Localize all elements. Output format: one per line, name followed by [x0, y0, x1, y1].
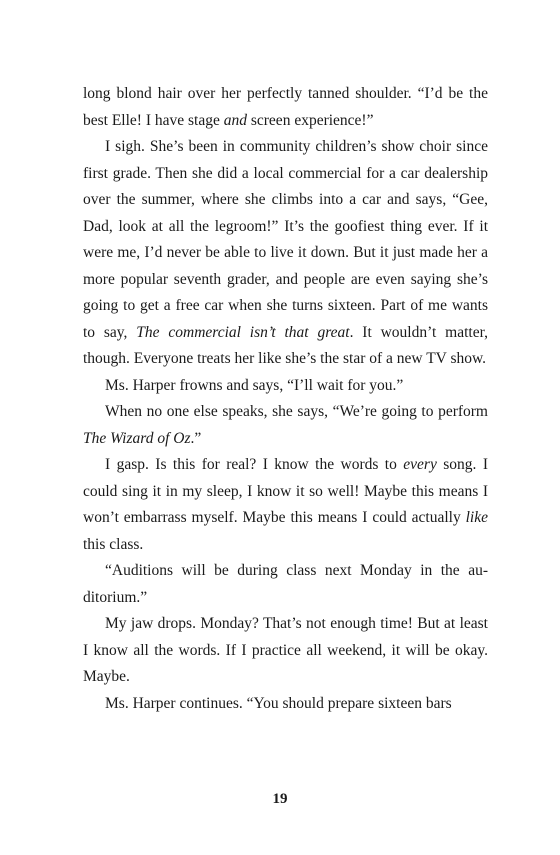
- text-segment: “Auditions will be during class next Monday in the auditorium.”: [83, 562, 488, 606]
- text-segment: screen experience!”: [246, 111, 374, 129]
- paragraph: [83, 81, 488, 134]
- paragraph: [83, 399, 488, 452]
- paragraph: [83, 373, 488, 400]
- italic-text: The Wizard of Oz: [83, 429, 191, 447]
- text-segment: I gasp. Is this for real? I know the words to: [105, 456, 404, 473]
- italic-text: and: [223, 111, 247, 129]
- body-text: [83, 81, 488, 717]
- text-segment: . It wouldn’t matter, though. Everyone treats her like she’s the star of a new TV show.: [83, 323, 488, 367]
- italic-text: The commercial isn’t that great: [136, 323, 350, 341]
- paragraph: [83, 452, 488, 558]
- text-segment: When no one else speaks, she says, “We’re going to perform: [105, 403, 488, 420]
- paragraph: [83, 691, 488, 718]
- text-segment: this class.: [83, 535, 144, 553]
- text-segment: Ms. Harper continues. “You should prepare sixteen bars: [105, 694, 452, 712]
- paragraph: [83, 558, 488, 611]
- text-segment: My jaw drops. Monday? That’s not enough time! But at least I know all the words. If I practice all weekend, it will be okay. Maybe.: [83, 615, 488, 685]
- paragraph: [83, 611, 488, 691]
- text-segment: song. I could sing it in my sleep, I know it so well! Maybe this means I won’t embarrass myself. Maybe this means I could actually: [83, 456, 488, 526]
- text-segment: long blond hair over her perfectly tanned shoulder. “I’d be the best Elle! I have stage: [83, 85, 488, 129]
- italic-text: like: [465, 509, 488, 526]
- page-number: 19: [272, 791, 288, 807]
- text-segment: I sigh. She’s been in community children’s show choir since first grade. Then she did a local commercial for a car dealership over the summer, where she climbs into a car and says, “Gee, Dad, look at all the legroom!” It’s the goofiest thing ever. If it were me, I’d never be able to live it down. But it just made her a more popular seventh grader, and people are even saying she’s going to get a free car when she turns sixteen. Part of me wants to say,: [83, 138, 488, 341]
- text-segment: .”: [190, 429, 202, 447]
- italic-text: every: [403, 456, 437, 473]
- paragraph: [83, 134, 488, 373]
- text-segment: Ms. Harper frowns and says, “I’ll wait for you.”: [105, 376, 404, 394]
